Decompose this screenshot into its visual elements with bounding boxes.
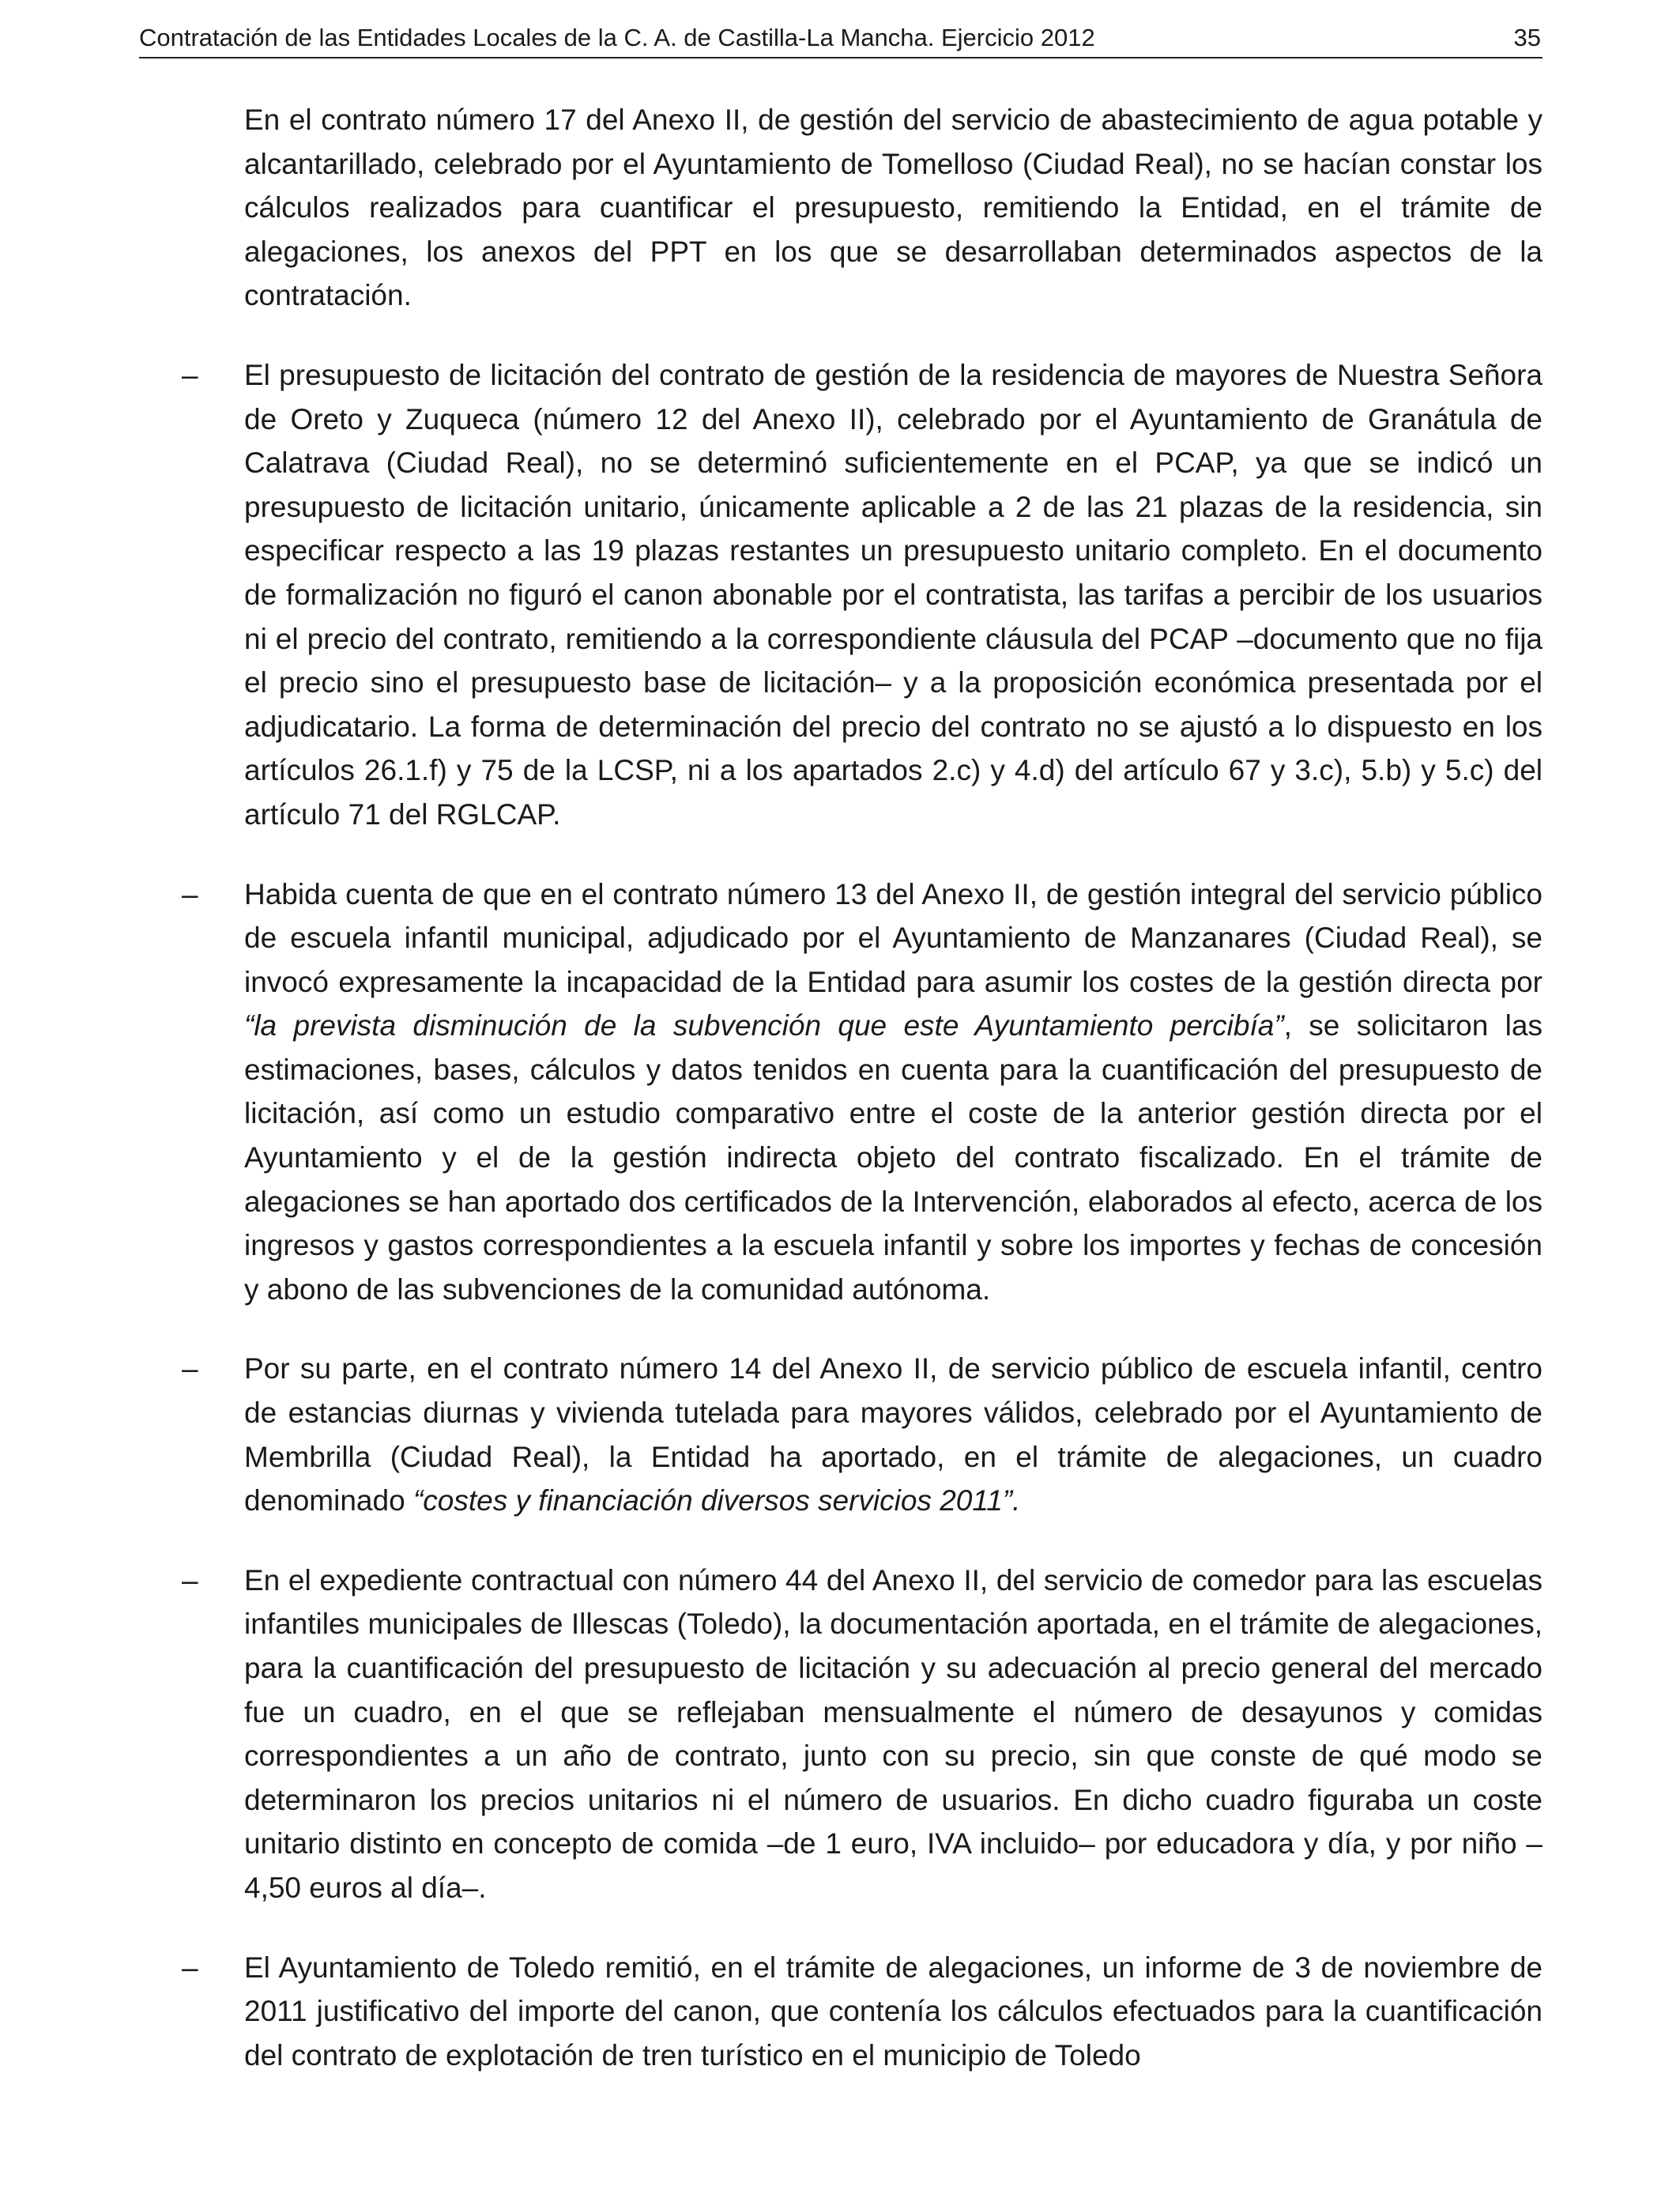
list-item-text-continued: , se solicitaron las estimaciones, bases, cálculos y datos tenidos en cuenta para la cuantificación del presupuesto de licitación, así como un estudio comparativo entre el coste de la anterior gestión directa por el Ayuntamiento y el de la gestión indirecta objeto del contrato fiscalizado. En el trámite de alegaciones se han aportado dos certificados de la Intervención, elaborados al efecto, acerca de los ingresos y gastos correspondientes a la escuela infantil y sobre los importes y fechas de concesión y abono de las subvenciones de la comunidad autónoma. — [244, 1009, 1543, 1306]
list-item-text: El presupuesto de licitación del contrato de gestión de la residencia de mayores de Nuestra Señora de Oreto y Zuqueca (número 12 del Anexo II), celebrado por el Ayuntamiento de Granátula de Calatrava (Ciudad Real), no se determinó suficientemente en el PCAP, ya que se indicó un presupuesto de licitación unitario, únicamente aplicable a 2 de las 21 plazas de la residencia, sin especificar respecto a las 19 plazas restantes un presupuesto unitario completo. En el documento de formalización no figuró el canon abonable por el contratista, las tarifas a percibir de los usuarios ni el precio del contrato, remitiendo a la correspondiente cláusula del PCAP –documento que no fija el precio sino el presupuesto base de licitación– y a la proposición económica presentada por el adjudicatario. La forma de determinación del precio del contrato no se ajustó a lo dispuesto en los artículos 26.1.f) y 75 de la LCSP, ni a los apartados 2.c) y 4.d) del artículo 67 y 3.c), 5.b) y 5.c) del artículo 71 del RGLCAP. — [244, 358, 1543, 831]
list-item — [182, 1946, 1543, 2078]
list-item-text: Habida cuenta de que en el contrato número 13 del Anexo II, de gestión integral del servicio público de escuela infantil municipal, adjudicado por el Ayuntamiento de Manzanares (Ciudad Real), se invocó expresamente la incapacidad de la Entidad para asumir los costes de la gestión directa por — [244, 877, 1543, 998]
page-number: 35 — [1513, 24, 1541, 51]
list-item — [182, 1347, 1543, 1522]
list-item — [182, 873, 1543, 1312]
intro-paragraph-text: En el contrato número 17 del Anexo II, de gestión del servicio de abastecimiento de agua potable y alcantarillado, celebrado por el Ayuntamiento de Tomelloso (Ciudad Real), no se hacían constar los cálculos realizados para cuantificar el presupuesto, remitiendo la Entidad, en el trámite de alegaciones, los anexos del PPT en los que se desarrollaban determinados aspectos de la contratación. — [244, 104, 1543, 312]
list-item-text: Por su parte, en el contrato número 14 del Anexo II, de servicio público de escuela infantil, centro de estancias diurnas y vivienda tutelada para mayores válidos, celebrado por el Ayuntamiento de Membrilla (Ciudad Real), la Entidad ha aportado, en el trámite de alegaciones, un cuadro denominado — [244, 1352, 1543, 1517]
list-item-text: El Ayuntamiento de Toledo remitió, en el trámite de alegaciones, un informe de 3 de noviembre de 2011 justificativo del importe del canon, que contenía los cálculos efectuados para la cuantificación del contrato de explotación de tren turístico en el municipio de Toledo — [244, 1951, 1543, 2071]
intro-paragraph — [244, 98, 1543, 318]
document-body — [139, 98, 1543, 2113]
running-header-title: Contratación de las Entidades Locales de la C. A. de Castilla-La Mancha. Ejercicio 2012 — [139, 24, 1095, 51]
italic-quote: “la prevista disminución de la subvención que este Ayuntamiento percibía” — [244, 1009, 1284, 1042]
list-item — [182, 1559, 1543, 1910]
list-item-text: En el expediente contractual con número 44 del Anexo II, del servicio de comedor para las escuelas infantiles municipales de Illescas (Toledo), la documentación aportada, en el trámite de alegaciones, para la cuantificación del presupuesto de licitación y su adecuación al precio general del mercado fue un cuadro, en el que se reflejaban mensualmente el número de desayunos y comidas correspondientes a un año de contrato, junto con su precio, sin que conste de qué modo se determinaron los precios unitarios ni el número de usuarios. En dicho cuadro figuraba un coste unitario distinto en concepto de comida –de 1 euro, IVA incluido– por educadora y día, y por niño –4,50 euros al día–. — [244, 1563, 1543, 1904]
dash-bullet: – — [182, 358, 198, 391]
dash-bullet: – — [182, 1951, 198, 1984]
dash-bullet: – — [182, 1563, 198, 1596]
dash-bullet: – — [182, 877, 198, 910]
italic-quote: “costes y financiación diversos servicios 2011”. — [412, 1484, 1021, 1517]
dash-bullet: – — [182, 1352, 198, 1385]
list-item — [182, 353, 1543, 837]
page-header — [139, 22, 1543, 58]
